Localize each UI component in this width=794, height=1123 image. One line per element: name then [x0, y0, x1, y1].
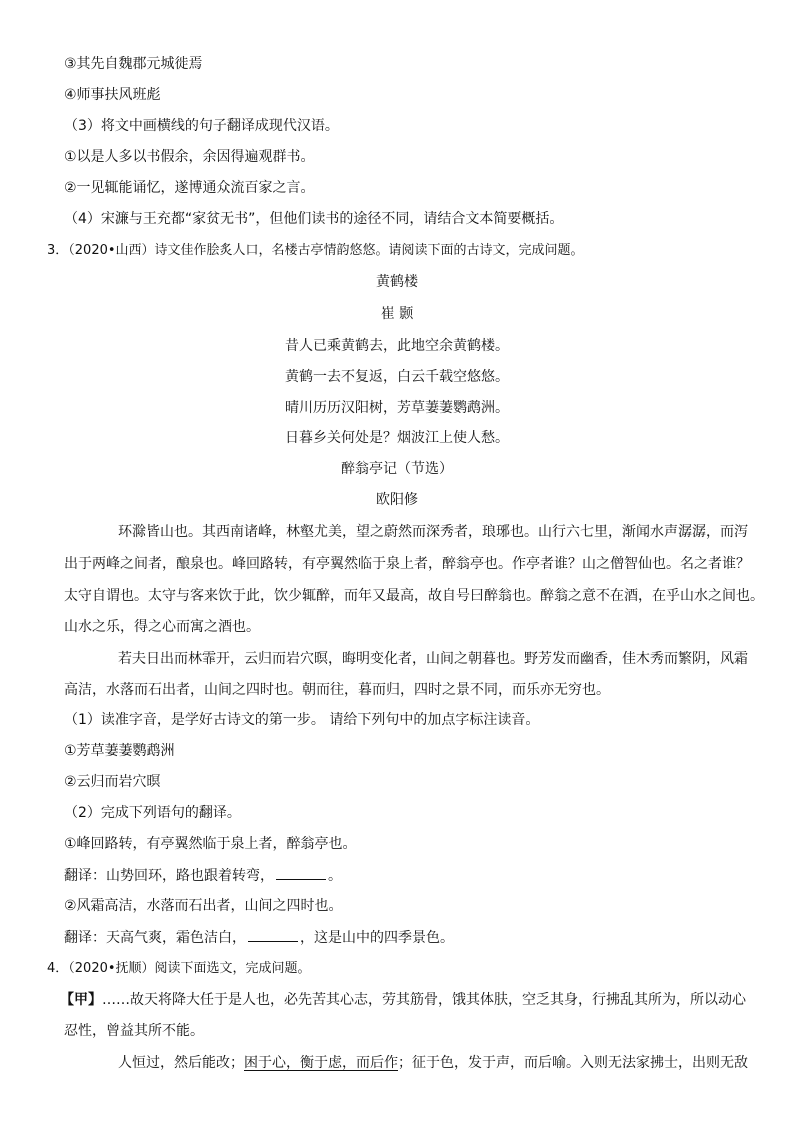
line3-pre: 人恒过，然后能改；	[118, 1055, 244, 1071]
q2-sent2: ②一见辄能诵忆，遂博通众流百家之言。	[64, 180, 315, 196]
q2-item4: ④师事扶风班彪	[64, 87, 161, 103]
prose-para1-line: 出于两峰之间者，酿泉也。峰回路转，有亭翼然临于泉上者，醉翁亭也。作亭者谁？山之僧智仙也。名之者谁？	[64, 556, 750, 572]
q3-sub2-b-translation	[64, 927, 454, 948]
q4-jia-line2: 忍性，曾益其所不能。	[64, 1023, 204, 1039]
q4-line3	[118, 1053, 748, 1073]
answer-blank[interactable]	[248, 927, 298, 942]
translation-prefix: 翻译：山势回环，路也跟着转弯，	[64, 868, 274, 884]
translation-suffix: ，这是山中的四季景色。	[300, 930, 454, 946]
q2-sub3: （3）将文中画横线的句子翻译成现代汉语。	[64, 118, 339, 134]
poem-line: 日暮乡关何处是？烟波江上使人愁。	[285, 430, 509, 446]
poem-line: 黄鹤一去不复返，白云千载空悠悠。	[285, 369, 509, 385]
prose-title: 醉翁亭记（节选）	[341, 461, 453, 477]
q3-sub1: （1）读准字音，是学好古诗文的第一步。 请给下列句中的加点字标注读音。	[64, 712, 540, 728]
poem-author: 崔 颢	[380, 306, 414, 322]
translation-suffix: 。	[328, 868, 342, 884]
q3-header: 3．（2020•山西）诗文佳作脍炙人口，名楼古亭情韵悠悠。请阅读下面的古诗文，完成问题。	[47, 243, 584, 258]
q2-sent1: ①以是人多以书假余，余因得遍观群书。	[64, 149, 315, 165]
q3-sub2-b: ②风霜高洁，水落而石出者，山间之四时也。	[64, 898, 343, 914]
prose-author: 欧阳修	[376, 492, 418, 508]
poem-line: 晴川历历汉阳树，芳草萋萋鹦鹉洲。	[285, 400, 509, 416]
prose-para1-line: 环滁皆山也。其西南诸峰，林壑尤美，望之蔚然而深秀者，琅琊也。山行六七里，渐闻水声潺潺，而泻	[118, 524, 748, 540]
q3-sub1-a: ①芳草萋萋鹦鹉洲	[64, 743, 175, 759]
jia-text: ……故天将降大任于是人也，必先苦其心志，劳其筋骨，饿其体肤，空乏其身，行拂乱其所为，所以动心	[102, 992, 746, 1008]
prose-para2-line: 若夫日出而林霏开，云归而岩穴暝，晦明变化者，山间之朝暮也。野芳发而幽香，佳木秀而繁阴，风霜	[118, 651, 748, 667]
q2-sub4: （4）宋濂与王充都“家贫无书”，但他们读书的途径不同，请结合文本简要概括。	[64, 211, 564, 227]
prose-para1-line: 太守自谓也。太守与客来饮于此，饮少辄醉，而年又最高，故自号曰醉翁也。醉翁之意不在酒，在乎山水之间也。	[64, 588, 764, 604]
q4-jia-line1	[60, 990, 746, 1010]
q3-sub1-b: ②云归而岩穴暝	[64, 774, 161, 790]
answer-blank[interactable]	[276, 865, 326, 880]
underlined-sentence: 困于心，衡于虑，而后作	[244, 1055, 398, 1071]
line3-post: ；征于色，发于声，而后喻。入则无法家拂士，出则无敌	[398, 1055, 748, 1071]
translation-prefix: 翻译：天高气爽，霜色洁白，	[64, 930, 246, 946]
poem-line: 昔人已乘黄鹤去，此地空余黄鹤楼。	[285, 338, 509, 354]
q3-sub2: （2）完成下列语句的翻译。	[64, 805, 241, 821]
prose-para2-line: 高洁，水落而石出者，山间之四时也。朝而往，暮而归，四时之景不同，而乐亦无穷也。	[64, 682, 610, 698]
q3-sub2-a-translation	[64, 865, 342, 886]
prose-para1-line: 山水之乐，得之心而寓之酒也。	[64, 619, 260, 635]
q2-item3: ③其先自魏郡元城徙焉	[64, 56, 203, 72]
q4-header: 4．（2020•抚顺）阅读下面选文，完成问题。	[47, 961, 311, 976]
q3-sub2-a: ①峰回路转，有亭翼然临于泉上者，醉翁亭也。	[64, 836, 357, 852]
jia-label: 【甲】	[60, 992, 102, 1008]
poem-title: 黄鹤楼	[376, 274, 418, 290]
